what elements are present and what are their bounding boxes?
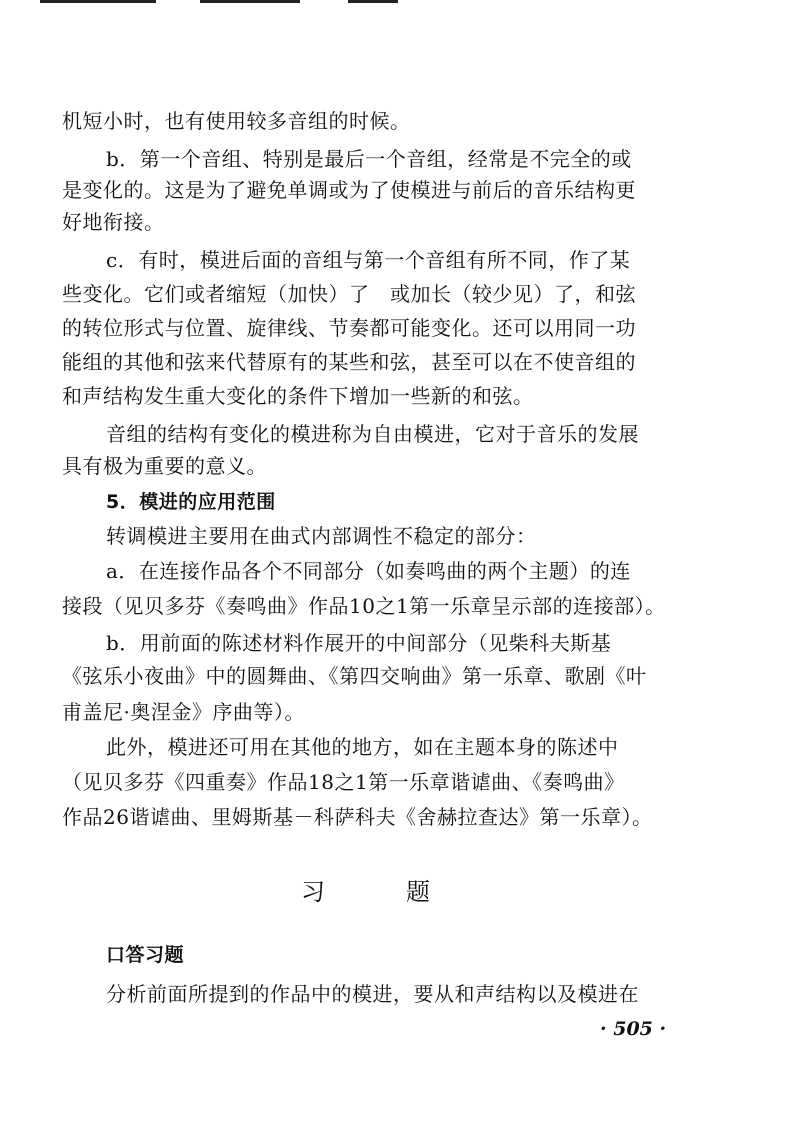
section-heading: 5．模进的应用范围 xyxy=(106,491,276,513)
exercise-heading-right: 题 xyxy=(406,878,430,906)
text-line: 机短小时，也有使用较多音组的时候。 xyxy=(62,109,411,133)
top-rule-right xyxy=(348,0,398,3)
text-line: 具有极为重要的意义。 xyxy=(62,454,267,478)
text-line: 的转位形式与位置、旋律线、节奏都可能变化。还可以用同一功 xyxy=(62,316,636,340)
text-line: 和声结构发生重大变化的条件下增加一些新的和弦。 xyxy=(62,384,534,408)
text-line: （见贝多芬《四重奏》作品18之1第一乐章谐谑曲、《奏鸣曲》 xyxy=(62,770,625,794)
text-line: b．用前面的陈述材料作展开的中间部分（见柴科夫斯基 xyxy=(106,631,612,655)
text-line: 此外，模进还可用在其他的地方，如在主题本身的陈述中 xyxy=(106,735,619,759)
oral-exercises-heading: 口答习题 xyxy=(106,944,185,966)
text-line: 接段（见贝多芬《奏鸣曲》作品10之1第一乐章呈示部的连接部）。 xyxy=(62,594,666,618)
top-rule-left xyxy=(40,0,156,3)
text-line: 《弦乐小夜曲》中的圆舞曲、《第四交响曲》第一乐章、歌剧《叶 xyxy=(62,664,647,688)
text-line: 分析前面所提到的作品中的模进，要从和声结构以及模进在 xyxy=(106,982,639,1006)
text-line: b．第一个音组、特别是最后一个音组，经常是不完全的或 xyxy=(106,147,632,171)
text-line: 些变化。它们或者缩短（加快）了 或加长（较少见）了，和弦 xyxy=(62,282,636,306)
page-number: · 505 · xyxy=(600,1018,667,1040)
text-line: 音组的结构有变化的模进称为自由模进，它对于音乐的发展 xyxy=(106,422,639,446)
text-line: 能组的其他和弦来代替原有的某些和弦，甚至可以在不使音组的 xyxy=(62,350,636,374)
text-line: 作品26谐谑曲、里姆斯基－科萨科夫《舍赫拉查达》第一乐章）。 xyxy=(62,805,653,829)
text-line: 甫盖尼·奥涅金》序曲等）。 xyxy=(62,700,305,724)
text-line: a．在连接作品各个不同部分（如奏鸣曲的两个主题）的连 xyxy=(106,559,631,583)
top-rule-middle xyxy=(200,0,300,3)
text-line: 好地衔接。 xyxy=(62,210,165,234)
text-line: c．有时，模进后面的音组与第一个音组有所不同，作了某 xyxy=(106,248,631,272)
exercise-heading-left: 习 xyxy=(301,878,325,906)
text-line: 转调模进主要用在曲式内部调性不稳定的部分： xyxy=(106,524,537,548)
text-line: 是变化的。这是为了避免单调或为了使模进与前后的音乐结构更 xyxy=(62,178,636,202)
